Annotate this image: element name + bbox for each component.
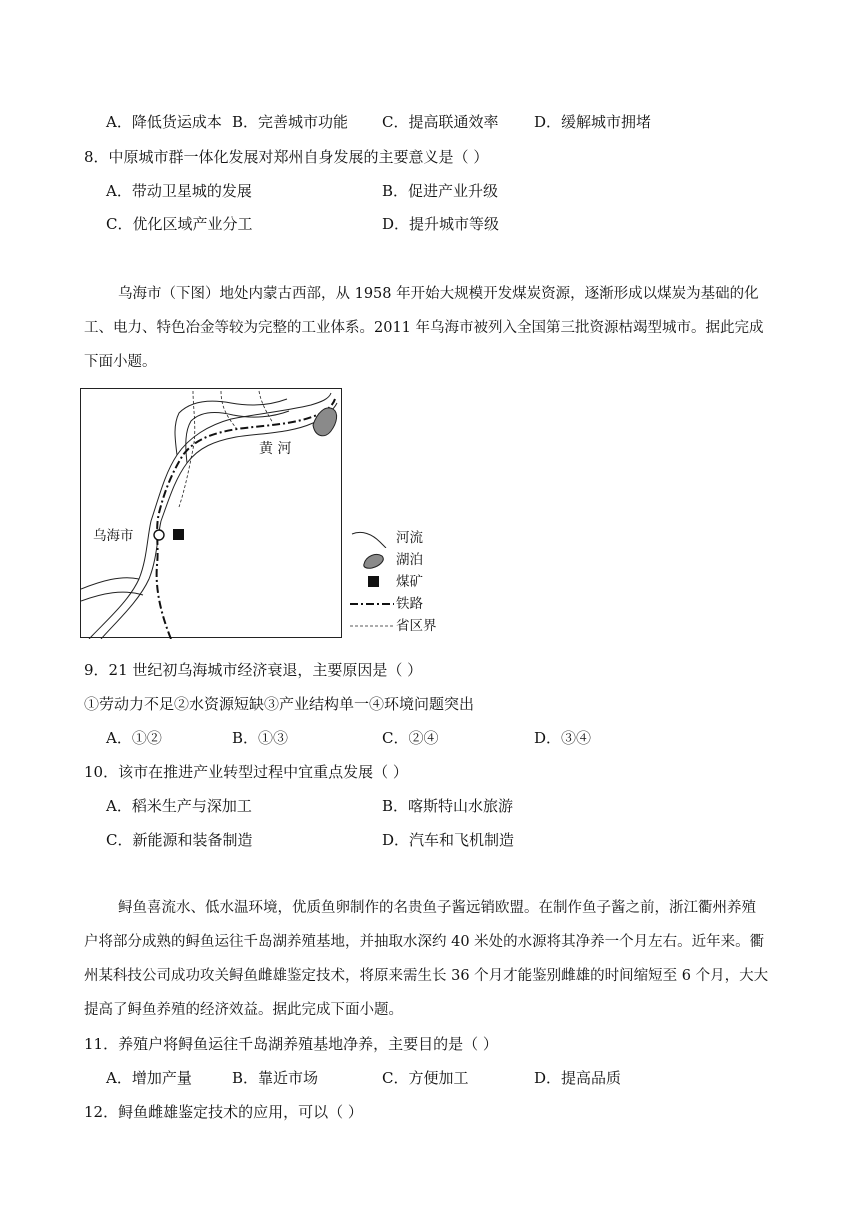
q9-option-b: B．①③ <box>232 729 289 747</box>
q9-choices: ①劳动力不足②水资源短缺③产业结构单一④环境问题突出 <box>84 695 475 713</box>
passage-sturgeon-line2: 户将部分成熟的鲟鱼运往千岛湖养殖基地，并抽取水深约 40 米处的水源将其净养一个月左右。近年来。衢 <box>84 934 765 950</box>
passage-sturgeon-line1: 鲟鱼喜流水、低水温环境，优质鱼卵制作的名贵鱼子酱远销欧盟。在制作鱼子酱之前，浙江衢州养殖 <box>118 900 756 916</box>
river-legend-icon <box>350 528 390 548</box>
passage-wuhai-line2: 工、电力、特色冶金等较为完整的工业体系。2011 年乌海市被列入全国第三批资源枯竭型城市。据此完成 <box>84 320 764 336</box>
coal-mine-legend-icon <box>350 572 390 592</box>
wuhai-map <box>80 388 342 638</box>
yellow-river-bank-left <box>89 393 331 639</box>
q7-option-a: A．降低货运成本 <box>106 113 222 131</box>
legend-river-label: 河流 <box>396 530 423 546</box>
lake-legend-icon <box>350 550 390 570</box>
passage-wuhai-line1: 乌海市（下图）地处内蒙古西部，从 1958 年开始大规模开发煤炭资源，逐渐形成以煤炭为基础的化 <box>118 286 759 302</box>
q8-stem: 8．中原城市群一体化发展对郑州自身发展的主要意义是（ ） <box>84 148 489 166</box>
river-branch-2 <box>81 592 143 601</box>
q8-option-b: B．促进产业升级 <box>382 182 499 200</box>
passage-wuhai-line3: 下面小题。 <box>84 354 157 370</box>
map-legend <box>348 526 458 636</box>
q11-option-a: A．增加产量 <box>106 1069 192 1087</box>
q8-option-a: A．带动卫星城的发展 <box>106 182 252 200</box>
legend-railway <box>348 594 458 614</box>
legend-boundary <box>348 616 458 636</box>
legend-boundary-label: 省区界 <box>396 618 437 634</box>
q11-option-c: C．方便加工 <box>382 1069 469 1087</box>
q9-option-a: A．①② <box>106 729 162 747</box>
river-branch <box>81 578 139 589</box>
legend-lake-label: 湖泊 <box>396 552 423 568</box>
q11-option-b: B．靠近市场 <box>232 1069 319 1087</box>
q9-option-c: C．②④ <box>382 729 439 747</box>
passage-sturgeon-line4: 提高了鲟鱼养殖的经济效益。据此完成下面小题。 <box>84 1002 403 1018</box>
q9-option-d: D．③④ <box>534 729 592 747</box>
province-boundary-3 <box>259 391 273 423</box>
legend-coal-mine <box>348 572 458 592</box>
province-boundary-2 <box>221 391 237 429</box>
wuhai-city-marker <box>154 530 164 540</box>
yellow-river-bank-right <box>101 403 337 639</box>
legend-coal-mine-label: 煤矿 <box>396 574 423 590</box>
passage-sturgeon-line3: 州某科技公司成功攻关鲟鱼雌雄鉴定技术，将原来需生长 36 个月才能鉴别雌雄的时间缩短至 6 个月，大大 <box>84 968 769 984</box>
q9-stem: 9．21 世纪初乌海城市经济衰退，主要原因是（ ） <box>84 661 423 679</box>
wuhai-map-svg <box>81 389 343 639</box>
q7-option-b: B．完善城市功能 <box>232 113 349 131</box>
yellow-river-label: 黄 河 <box>259 441 292 457</box>
q10-option-d: D．汽车和飞机制造 <box>382 831 515 849</box>
q11-option-d: D．提高品质 <box>534 1069 622 1087</box>
q7-option-d: D．缓解城市拥堵 <box>534 113 652 131</box>
q10-option-b: B．喀斯特山水旅游 <box>382 797 514 815</box>
q7-option-c: C．提高联通效率 <box>382 113 499 131</box>
q12-stem: 12．鲟鱼雌雄鉴定技术的应用，可以（ ） <box>84 1103 363 1121</box>
q10-stem: 10．该市在推进产业转型过程中宜重点发展（ ） <box>84 763 408 781</box>
q10-option-c: C．新能源和装备制造 <box>106 831 253 849</box>
legend-railway-label: 铁路 <box>396 596 423 612</box>
q8-option-c: C．优化区域产业分工 <box>106 215 253 233</box>
lake-shape <box>313 408 337 436</box>
wuhai-city-label: 乌海市 <box>93 528 134 544</box>
railway-line <box>157 399 335 639</box>
legend-lake <box>348 550 458 570</box>
q8-option-d: D．提升城市等级 <box>382 215 500 233</box>
legend-river <box>348 528 458 548</box>
q10-option-a: A．稻米生产与深加工 <box>106 797 252 815</box>
railway-legend-icon <box>348 594 396 614</box>
coal-mine-marker <box>173 529 184 540</box>
q11-stem: 11．养殖户将鲟鱼运往千岛湖养殖基地净养，主要目的是（ ） <box>84 1035 498 1053</box>
boundary-legend-icon <box>348 616 396 636</box>
